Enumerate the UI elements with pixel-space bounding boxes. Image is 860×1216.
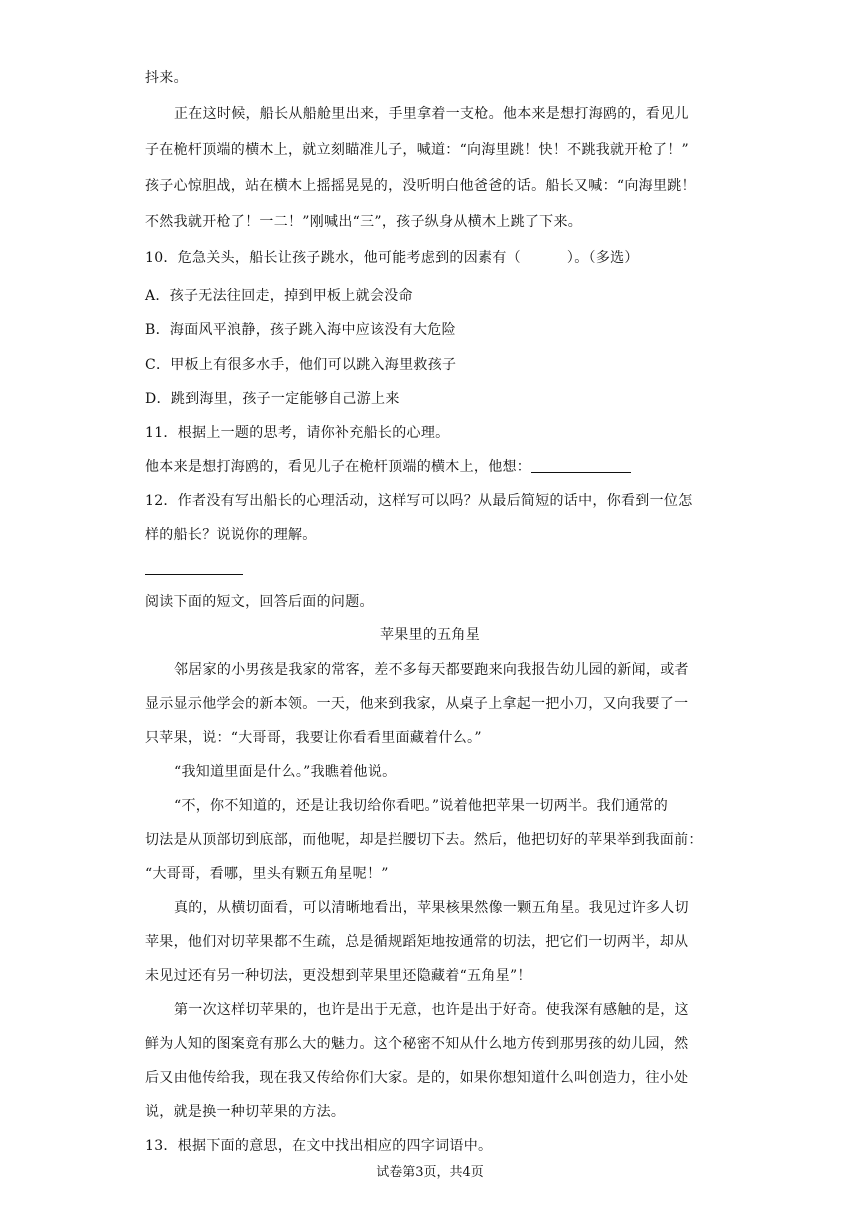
passage-line: 孩子心惊胆战，站在横木上摇摇晃晃的，没听明白他爸爸的话。船长又喊：“向海里跳！ <box>145 178 696 194</box>
passage-line: 第一次这样切苹果的，也许是出于无意，也许是出于好奇。使我深有感触的是，这 <box>174 1002 689 1018</box>
question-10-stem-after: ）。（多选） <box>566 250 639 266</box>
passage-line: 子在桅杆顶端的横木上，就立刻瞄准儿子，喊道：“向海里跳！快！不跳我就开枪了！” <box>145 142 690 158</box>
passage-line: 显示显示他学会的新本领。一天，他来到我家，从桌子上拿起一把小刀，又向我要了一 <box>145 696 689 712</box>
reading-instruction: 阅读下面的短文，回答后面的问题。 <box>145 594 374 610</box>
question-11-prompt <box>145 457 720 477</box>
passage-line: 说，就是换一种切苹果的方法。 <box>145 1104 346 1120</box>
option-c: C．甲板上有很多水手，他们可以跳入海里救孩子 <box>145 357 457 373</box>
question-10-stem-before: 10．危急关头，船长让孩子跳水，他可能考虑到的因素有（ <box>145 250 521 266</box>
passage-line: 切法是从顶部切到底部，而他呢，却是拦腰切下去。然后，他把切好的苹果举到我面前： <box>145 832 703 848</box>
passage-line: 只苹果，说：“大哥哥，我要让你看看里面藏着什么。” <box>145 730 482 746</box>
passage-line: 苹果，他们对切苹果都不生疏，总是循规蹈矩地按通常的切法，把它们一切两半，却从 <box>145 934 689 950</box>
passage-line: 后又由他传给我，现在我又传给你们大家。是的，如果你想知道什么叫创造力，往小处 <box>145 1070 689 1086</box>
passage-line: 邻居家的小男孩是我家的常客，差不多每天都要跑来向我报告幼儿园的新闻，或者 <box>174 662 689 678</box>
question-12-stem: 样的船长？说说你的理解。 <box>145 527 317 543</box>
passage-title: 苹果里的五角星 <box>379 627 481 643</box>
passage-line: 抖来。 <box>145 70 188 86</box>
question-11-stem: 11．根据上一题的思考，请你补充船长的心理。 <box>145 425 450 441</box>
question-11-prompt-text: 他本来是想打海鸥的，看见儿子在桅杆顶端的横木上，他想： <box>145 459 532 475</box>
answer-line[interactable] <box>145 574 243 575</box>
option-a: A．孩子无法往回走，掉到甲板上就会没命 <box>145 288 413 304</box>
passage-line: 正在这时候，船长从船舱里出来，手里拿着一支枪。他本来是想打海鸥的，看见儿 <box>174 106 689 122</box>
option-d: D．跳到海里，孩子一定能够自己游上来 <box>145 391 400 407</box>
passage-line: 真的，从横切面看，可以清晰地看出，苹果核果然像一颗五角星。我见过许多人切 <box>174 900 689 916</box>
option-b: B．海面风平浪静，孩子跳入海中应该没有大危险 <box>145 322 456 338</box>
passage-line: 未见过还有另一种切法，更没想到苹果里还隐藏着“五角星”！ <box>145 968 532 984</box>
passage-line: 鲜为人知的图案竟有那么大的魅力。这个秘密不知从什么地方传到那男孩的幼儿园，然 <box>145 1036 689 1052</box>
passage-line: “不，你不知道的，还是让我切给你看吧。”说着他把苹果一切两半。我们通常的 <box>174 798 669 814</box>
passage-line: “我知道里面是什么。”我瞧着他说。 <box>174 764 397 780</box>
passage-line: 不然我就开枪了！一二！”刚喊出“三”，孩子纵身从横木上跳了下来。 <box>145 214 583 230</box>
question-12-stem: 12．作者没有写出船长的心理活动，这样写可以吗？从最后简短的话中，你看到一位怎 <box>145 493 693 509</box>
question-10-stem <box>145 248 720 268</box>
passage-line: “大哥哥，看哪，里头有颗五角星呢！” <box>145 866 389 882</box>
page-footer: 试卷第3页，共4页 <box>376 1165 484 1180</box>
question-11-answer-blank[interactable] <box>531 458 631 473</box>
question-13-stem: 13．根据下面的意思，在文中找出相应的四字词语中。 <box>145 1138 493 1154</box>
